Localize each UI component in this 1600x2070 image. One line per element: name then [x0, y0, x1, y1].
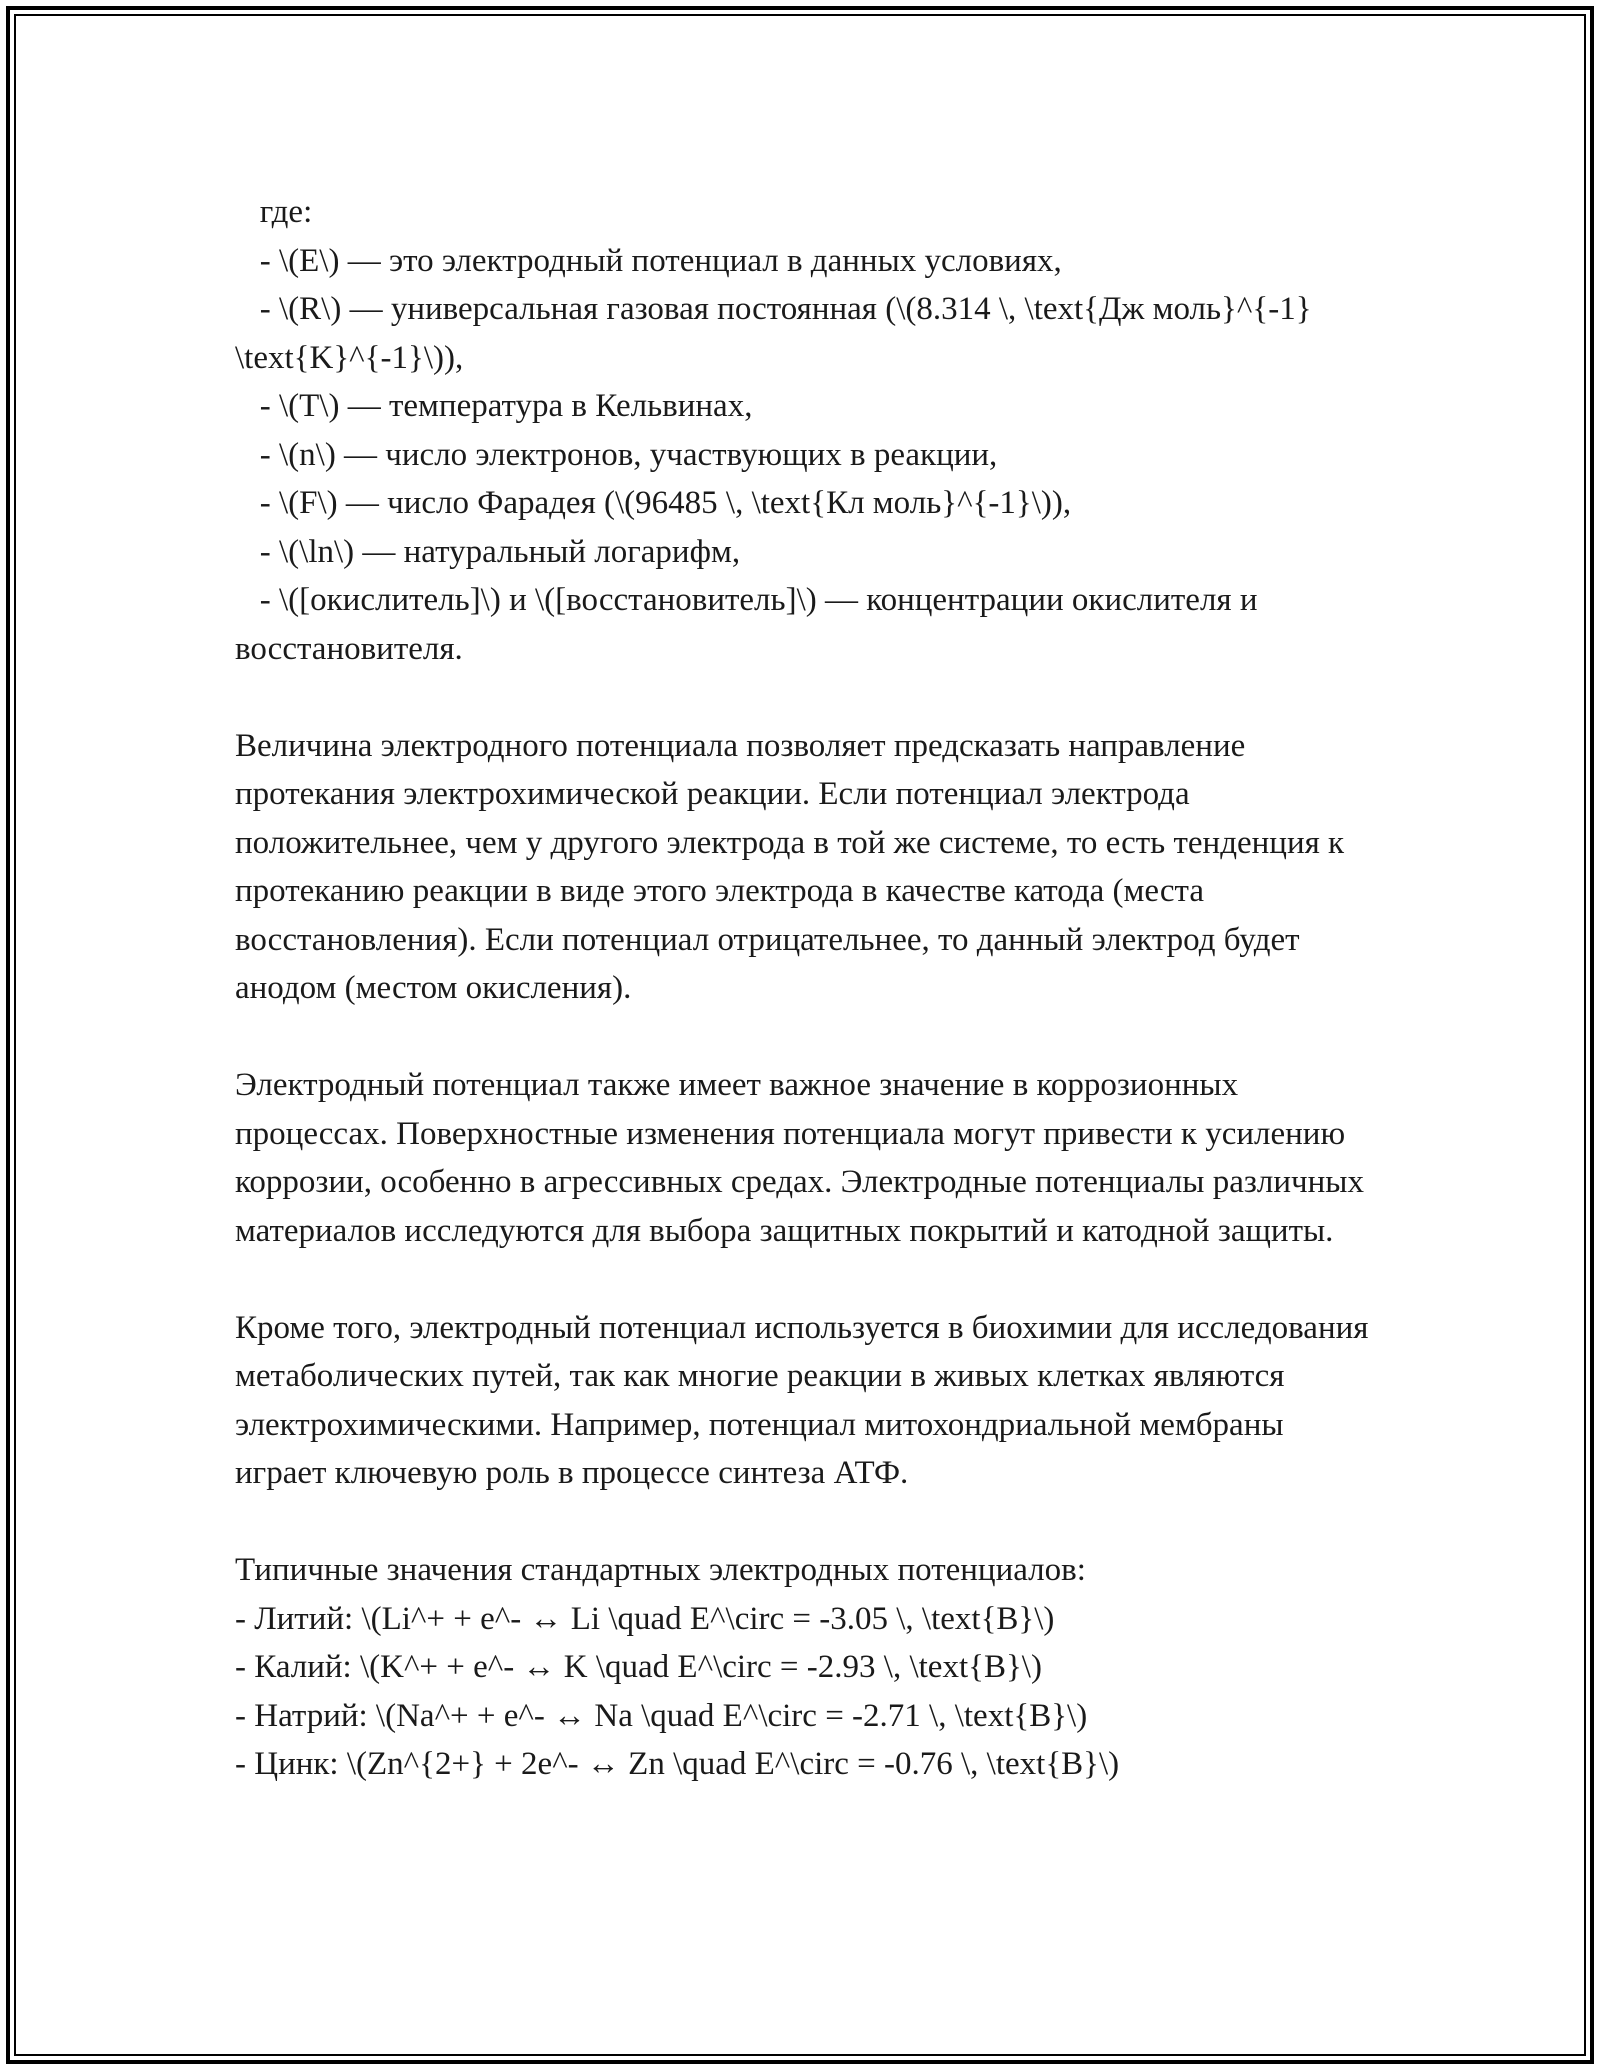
paragraph-gap	[235, 1255, 1375, 1304]
definition-item-ln: - \(\ln\) — натуральный логарифм,	[235, 533, 741, 570]
potential-item-potassium: - Калий: \(K^+ + e^- ↔ K \quad E^\circ = -2.93 \, \text{B}\)	[235, 1649, 1042, 1685]
potential-item-sodium: - Натрий: \(Na^+ + e^- ↔ Na \quad E^\circ = -2.71 \, \text{B}\)	[235, 1697, 1088, 1734]
paragraph-gap	[235, 673, 1375, 722]
potentials-list	[235, 1546, 1375, 1789]
document-body	[235, 188, 1375, 1789]
potential-item-zinc: - Цинк: \(Zn^{2+} + 2e^- ↔ Zn \quad E^\circ = -0.76 \, \text{B}\)	[235, 1746, 1120, 1782]
paragraph-biochemistry: Кроме того, электродный потенциал используется в биохимии для исследования метаболических путей, так как многие реакции в живых клетках являются электрохимическими. Например, потенциал митохондриальной мембраны играет ключевую роль в процессе синтеза АТФ.	[235, 1309, 1377, 1491]
definition-item-concentrations: - \([окислитель]\) и \([восстановитель]\) — концентрации окислителя и восстановителя.	[235, 582, 1266, 667]
definitions-intro: где:	[235, 194, 313, 230]
definition-item-r: - \(R\) — универсальная газовая постоянная (\(8.314 \, \text{Дж моль}^{-1} \text{K}^{-1}\)),	[235, 291, 1320, 376]
definition-item-f: - \(F\) — число Фарадея (\(96485 \, \text{Кл моль}^{-1}\)),	[235, 485, 1072, 521]
paragraph-corrosion: Электродный потенциал также имеет важное значение в коррозионных процессах. Поверхностные изменения потенциала могут привести к усилению коррозии, особенно в агрессивных средах. Электродные потенциалы различных материалов исследуются для выбора защитных покрытий и катодной защиты.	[235, 1067, 1373, 1249]
definition-item-e: - \(E\) — это электродный потенциал в данных условиях,	[235, 242, 1062, 279]
potential-item-lithium: - Литий: \(Li^+ + e^- ↔ Li \quad E^\circ = -3.05 \, \text{B}\)	[235, 1600, 1055, 1637]
paragraph-gap	[235, 1498, 1375, 1547]
definition-item-n: - \(n\) — число электронов, участвующих в реакции,	[235, 436, 998, 473]
paragraph-gap	[235, 1013, 1375, 1062]
potentials-heading: Типичные значения стандартных электродных потенциалов:	[235, 1552, 1086, 1588]
definition-item-t: - \(T\) — температура в Кельвинах,	[235, 388, 753, 424]
definitions-list	[235, 188, 1375, 673]
paragraph-reaction-direction: Величина электродного потенциала позволяет предсказать направление протекания электрохимической реакции. Если потенциал электрода положительнее, чем у другого электрода в той же системе, то есть тенденция к протеканию реакции в виде этого электрода в качестве катода (места восстановления). Если потенциал отрицательнее, то данный электрод будет анодом (местом окисления).	[235, 727, 1353, 1006]
